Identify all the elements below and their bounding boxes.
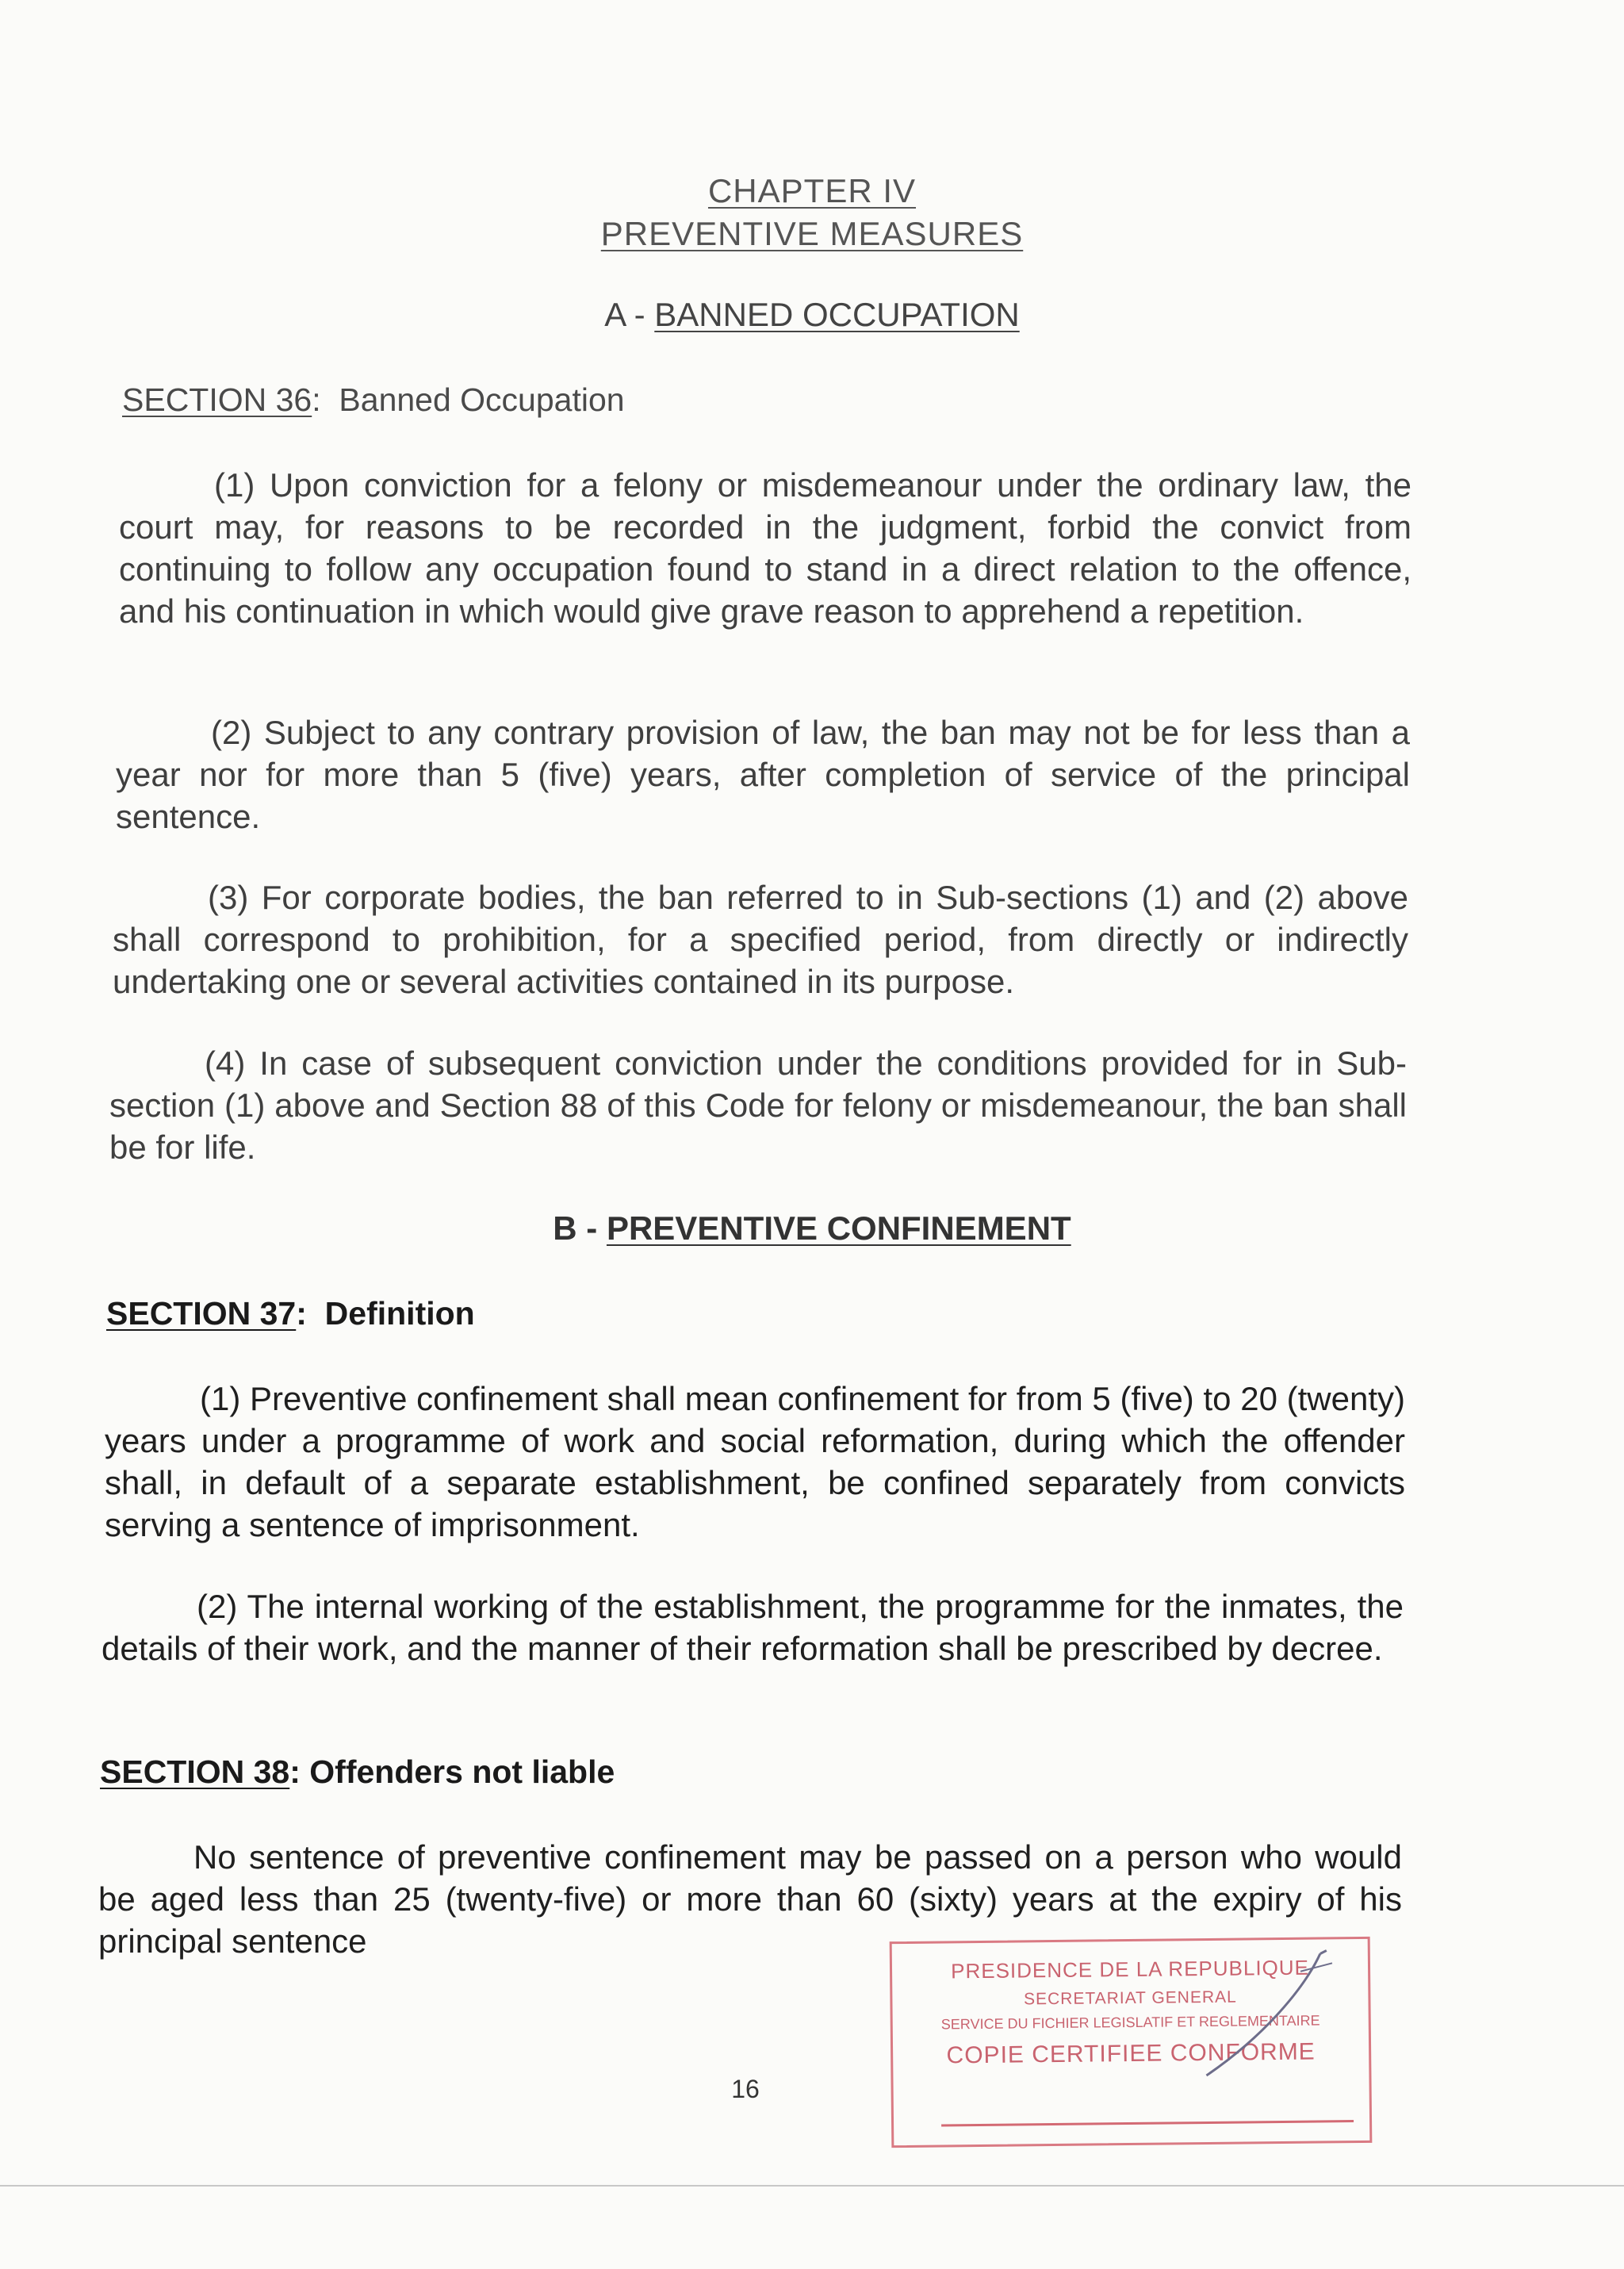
section-38-heading: SECTION 38: Offenders not liable [100,1753,615,1790]
section-37-paragraph-1: (1) Preventive confinement shall mean confinement for from 5 (five) to 20 (twenty) years under a programme of work and social reformation, during which the offender shall, in default of a separate establishment, be confined separately from convicts serving a sentence of imprisonment. [105,1380,1405,1543]
section-36-paragraph-3: (3) For corporate bodies, the ban referred to in Sub-sections (1) and (2) above shall correspond to prohibition, for a specified period, from directly or indirectly undertaking one or several activities contained in its purpose. [113,879,1408,1000]
page-number: 16 [731,2075,760,2103]
part-a-heading: A - BANNED OCCUPATION [604,296,1020,333]
section-38-label: SECTION 38 [100,1753,290,1790]
section-37-title: Definition [324,1295,475,1332]
certification-stamp [890,1937,1373,2148]
part-b-heading: B - PREVENTIVE CONFINEMENT [553,1209,1071,1247]
section-36-paragraph-2: (2) Subject to any contrary provision of law, the ban may not be for less than a year nor for more than 5 (five) years, after completion of service of the principal sentence. [116,714,1410,835]
section-36-label: SECTION 36 [122,381,312,418]
chapter-title: CHAPTER IV [707,172,917,209]
section-36-heading: SECTION 36: Banned Occupation [122,381,625,418]
signature-stroke-icon [892,1939,1375,2150]
section-36-paragraph-4: (4) In case of subsequent conviction under the conditions provided for in Sub-section (1) above and Section 88 of this Code for felony or misdemeanour, the ban shall be for life. [109,1044,1407,1166]
page-bottom-rule [0,2185,1624,2187]
section-38-paragraph-1: No sentence of preventive confinement may be passed on a person who would be aged less than 25 (twenty-five) or more than 60 (sixty) years at the expiry of his principal sentence [98,1838,1402,1960]
section-38-title: Offenders not liable [309,1753,615,1790]
section-37-label: SECTION 37 [106,1295,297,1332]
stamp-line-4: COPIE CERTIFIEE CONFORME [946,2038,1316,2069]
section-37-heading: SECTION 37: Definition [106,1295,475,1332]
section-36-paragraph-1: (1) Upon conviction for a felony or misdemeanour under the ordinary law, the court may, for reasons to be recorded in the judgment, forbid the convict from continuing to follow any occupation found to stand in a direct relation to the offence, and his continuation in which would give grave reason to apprehend a repetition. [119,466,1411,630]
stamp-line-2: SECRETARIAT GENERAL [1023,1987,1237,2009]
section-37-paragraph-2: (2) The internal working of the establishment, the programme for the inmates, the details of their work, and the manner of their reformation shall be prescribed by decree. [102,1588,1404,1667]
stamp-line-3: SERVICE DU FICHIER LEGISLATIF ET REGLEMENTAIRE [940,2012,1320,2033]
chapter-subtitle: PREVENTIVE MEASURES [600,215,1024,252]
stamp-line-1: PRESIDENCE DE LA REPUBLIQUE [950,1955,1310,1983]
section-36-title: Banned Occupation [339,381,625,418]
